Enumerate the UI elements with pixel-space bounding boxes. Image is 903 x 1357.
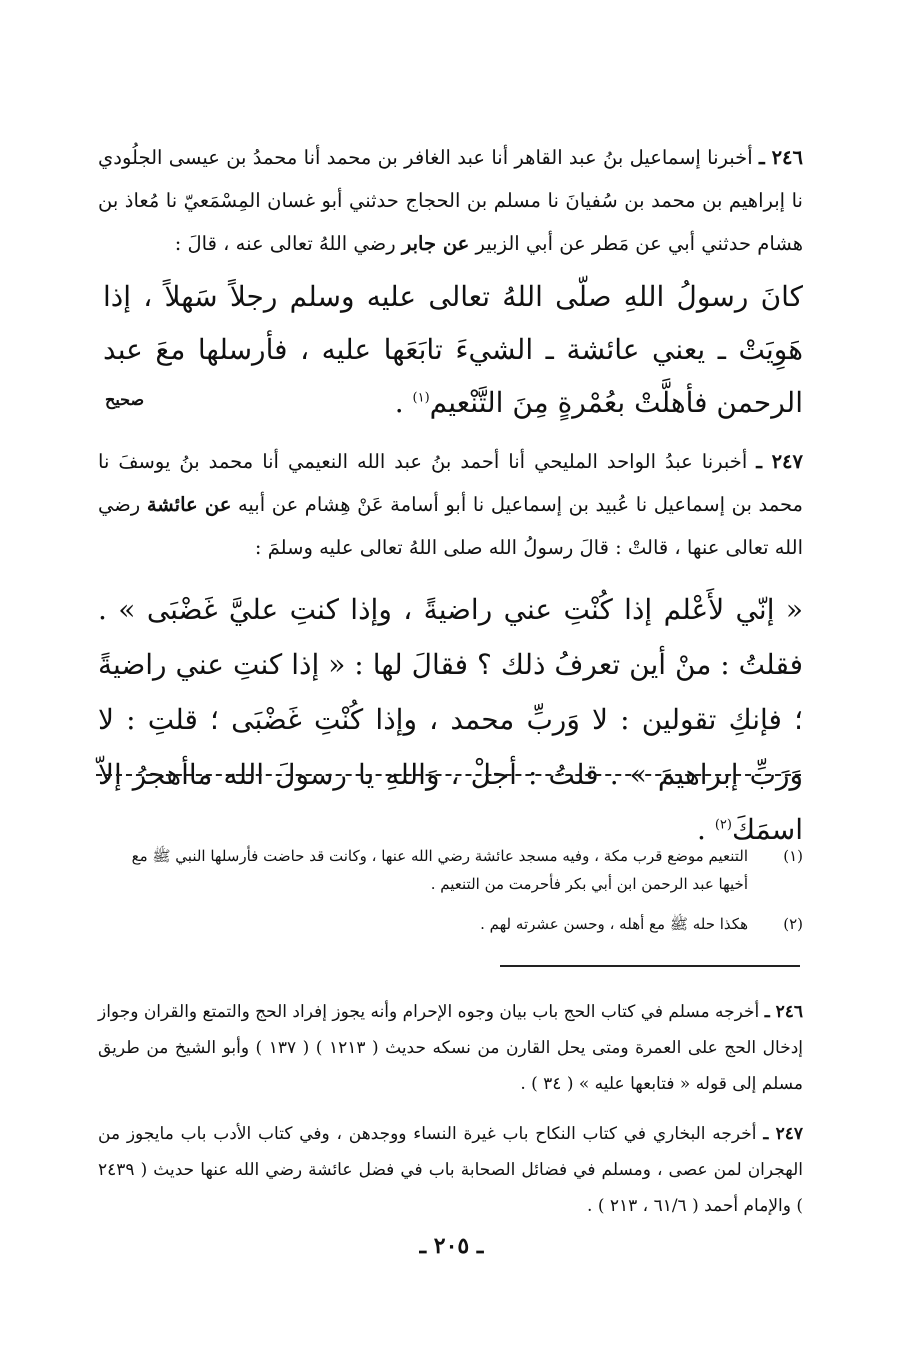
reference-247-text: أخرجه البخاري في كتاب النكاح باب غيرة النساء ووجدهن ، وفي كتاب الأدب باب مايجوز من الهجران لمن عصى ، ومسلم في فضائل الصحابة باب في فضل عائشة رضي الله عنها حديث ( ٢٤٣٩ ) والإمام أحمد ( ٦١/٦ ، ٢١٣ ) .	[98, 1124, 803, 1216]
hadith-247-narrator: عن عائشة	[146, 493, 232, 516]
hadith-246-number: ٢٤٦ ـ	[758, 146, 803, 169]
hadith-246-matn	[103, 270, 803, 429]
hadith-247-isnad	[98, 440, 803, 569]
reference-246-text: أخرجه مسلم في كتاب الحج باب بيان وجوه الإحرام وأنه يجوز إفراد الحج والتمتع والقران وجواز إدخال الحج على العمرة ومتى يحل القارن من نسكه حديث ( ١٢١٣ ) ( ١٣٧ ) وأبو الشيخ من طريق مسلم إلى قوله « فتابعها عليه » ( ٣٤ ) .	[97, 1002, 803, 1094]
footnote-2	[98, 910, 803, 938]
footnote-1-number: (١)	[783, 847, 803, 865]
reference-246-number: ٢٤٦ ـ	[764, 1002, 803, 1022]
footnote-2-text: هكذا حله ﷺ مع أهله ، وحسن عشرته لهم .	[480, 915, 748, 933]
hadith-246-isnad-text-2: رضي اللهُ تعالى عنه ، قالَ :	[174, 232, 402, 255]
hadith-246-narrator: عن جابر	[401, 232, 470, 255]
hadith-247-isnad-text-1: أخبرنا عبدُ الواحد المليحي أنا أحمد بنُ عبد الله النعيمي أنا محمد بنُ يوسفَ نا محمد بن إسماعيل نا عُبيد بن إسماعيل نا أبو أسامة عَنْ هِشام عن أبيه	[98, 450, 804, 516]
hadith-246-isnad	[98, 136, 803, 265]
reference-247	[98, 1116, 803, 1224]
footnote-marker-1: (١)	[412, 390, 430, 406]
footnote-marker-2: (٢)	[714, 817, 732, 833]
hadith-246-isnad-text-1: أخبرنا إسماعيل بنُ عبد القاهر أنا عبد الغافر بن محمد أنا محمدُ بن عيسى الجلُودي نا إبراهيم بن محمد بن سُفيانَ نا مسلم بن الحجاج حدثني أبو غسان المِسْمَعيّ نا مُعاذ بن هشام حدثني أبي عن مَطر عن أبي الزبير	[98, 146, 803, 255]
hadith-247-isnad-text-2: رضي الله تعالى عنها ، قالتْ : قالَ رسولُ الله صلى اللهُ تعالى عليه وسلمَ :	[98, 493, 803, 559]
hadith-246-grade: صحيح	[105, 390, 145, 409]
hadith-246-matn-text: كانَ رسولُ اللهِ صلّى اللهُ تعالى عليه وسلم رجلاً سَهلاً ، إذا هَوِيَتْ ـ يعني عائشة ـ الشيءَ تابَعَها عليه ، فأرسلها معَ عبد الرحمن فأهلَّتْ بعُمْرةٍ مِنَ التَّنْعيم	[103, 280, 803, 419]
hadith-247-matn-text: « إنّي لأَعْلم إذا كُنْتِ عني راضيةً ، وإذا كنتِ عليَّ غَضْبَى » . فقلتُ : منْ أين تعرفُ ذلك ؟ فقالَ لها : « إذا كنتِ عني راضيةً ؛ فإنكِ تقولين : لا وَربِّ محمد ، وإذا كُنْتِ غَضْبَى ؛ قلتِ : لا وَرَبِّ إبراهيمَ » . قلتُ : أجلْ ، وَاللهِ يا رسولَ الله ماأهجرُ إلاّ اسمَكَ	[98, 593, 803, 846]
hadith-246-end: .	[394, 386, 413, 419]
footnote-1	[98, 842, 803, 898]
page-number: ـ ٢٠٥ ـ	[419, 1233, 484, 1259]
footnote-2-number: (٢)	[783, 915, 803, 933]
reference-247-number: ٢٤٧ ـ	[763, 1124, 803, 1144]
reference-246	[98, 994, 803, 1102]
references-separator	[500, 965, 800, 967]
footnote-separator	[96, 774, 801, 776]
hadith-247-number: ٢٤٧ ـ	[756, 450, 803, 473]
footnote-1-text: التنعيم موضع قرب مكة ، وفيه مسجد عائشة رضي الله عنها ، وكانت قد حاضت فأرسلها النبي ﷺ مع أخيها عبد الرحمن ابن أبي بكر فأحرمت من التنعيم .	[131, 847, 748, 893]
hadith-247-end: .	[697, 813, 715, 846]
hadith-247-matn	[98, 582, 803, 857]
